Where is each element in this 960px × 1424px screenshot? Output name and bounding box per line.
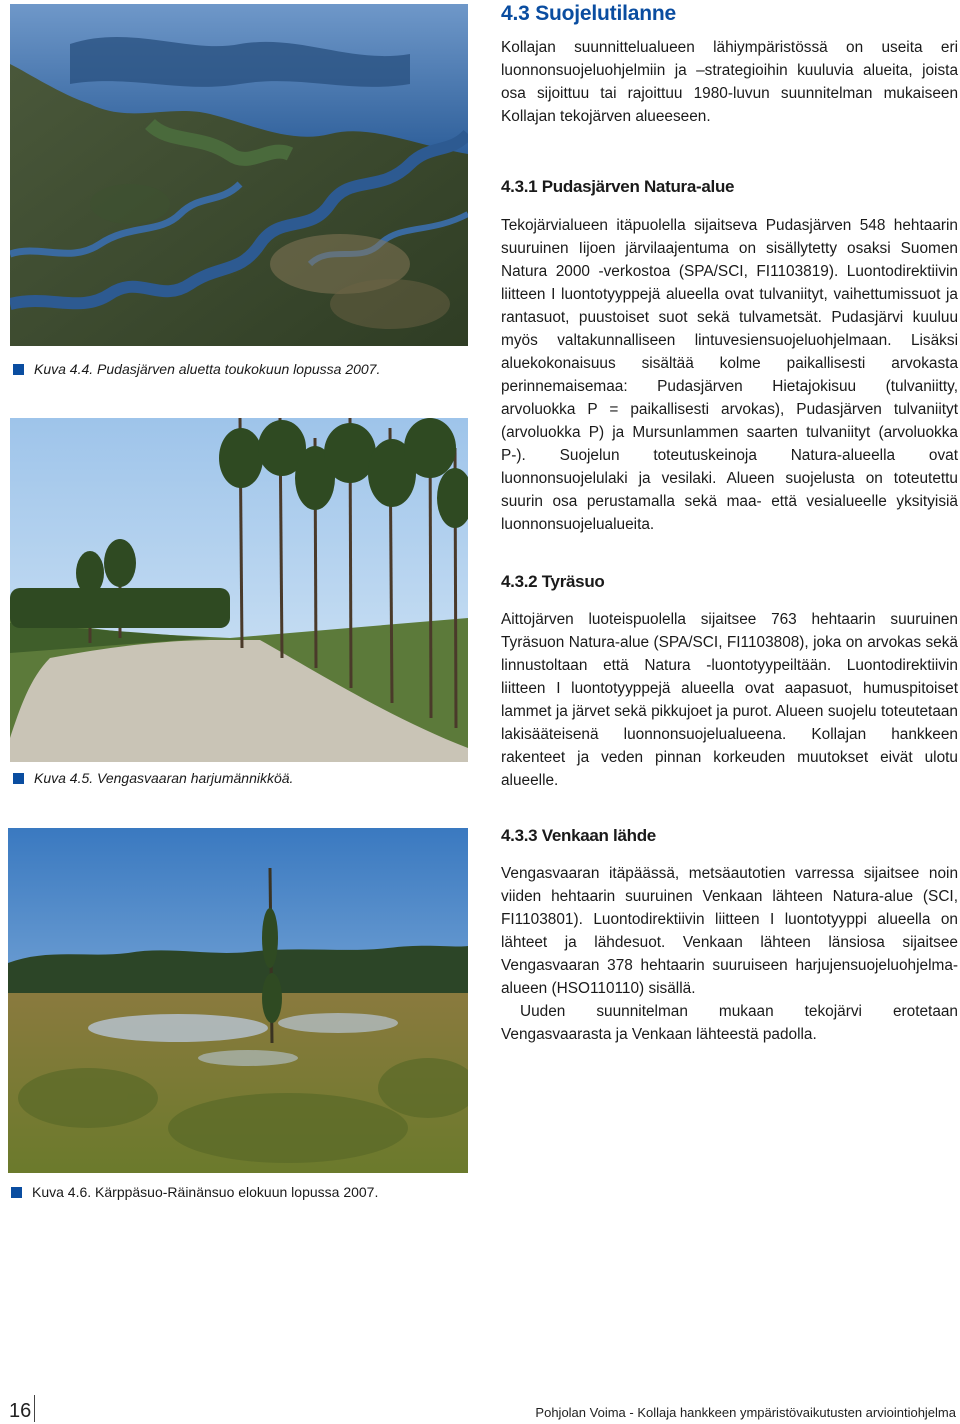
paragraph-4-3-3: Vengasvaaran itäpäässä, metsäautotien varressa sijaitsee noin viiden hehtaarin suuruinen Venkaan lähteen Natura-alue (SCI, FI1103801). Luontodirektiivin liitteen I luontotyyppi alueella on lähteet ja lähdesuot. Venkaan lähteen länsiosa sijaitsee Vengasvaaran 378 hehtaarin suuruiseen harjujensuojeluohjelma-alueen (HSO110110) sisällä. [501,865,958,997]
bog-photo [8,828,468,1173]
caption-text: Kuva 4.6. Kärppäsuo-Räinänsuo elokuun lopussa 2007. [32,1184,379,1200]
figure-caption-4-6 [11,1184,378,1200]
paragraph-4-3-1: Tekojärvialueen itäpuolella sijaitseva Pudasjärven 548 hehtaarin suuruinen Iijoen järvilaajentuma on sisällytetty osaksi Suomen Natura 2000 -verkostoa (SPA/SCI, FI1103819). Luontodirektiivin liitteen I luontotyyppejä alueella ovat tulvaniityt, vaihettumissuot ja rantasuot, puustoiset suot sekä tulvametsät. Pudasjärvi kuuluu myös valtakunnalliseen lintuvesiensuojeluohjelmaan. Lisäksi aluekokonaisuus sisältää kolme paikallisesti arvokasta perinnemaisemaa: Pudasjärven Hietajokisuu (tulvaniitty, arvoluokka P = paikallisesti arvokas), Pudasjärven tulvaniityt (arvoluokka P) ja Mursunlammen saarten tulvaniityt (arvoluokka P-). Suojelun toteutuskeinoja Natura-alueella ovat luonnonsuojelulaki ja vesilaki. Alueen suojelusta on toteutettu suurin osa perustamalla sekä maa- että vesialueelle yksityisiä luonnonsuojelualueita. [501,217,958,533]
intro-paragraph: Kollajan suunnittelualueen lähiympäristössä on useita eri luonnonsuojeluohjelmiin ja –strategioihin kuuluvia alueita, joista osa sijoittuu tai rajoittuu 1980-luvun suunnitelman mukaiseen Kollajan tekojärven alueeseen. [501,39,958,125]
aerial-lake-photo [10,4,468,346]
figure-caption-4-4 [13,361,380,377]
pine-forest-road-photo [10,418,468,762]
square-bullet-icon [11,1187,22,1198]
paragraph-4-3-2: Aittojärven luoteispuolella sijaitsee 763 hehtaarin suuruinen Tyräsuon Natura-alue (SPA/SCI, FI1103808), joka on arvokas sekä linnustoltaan että Natura -luontotyypeiltään. Luontodirektiivin liitteen I luontotyyppejä alueella ovat aapasuot, humuspitoiset lammet ja järvet sekä pikkujoet ja purot. Alueen suojelu toteutetaan lakisääteisenä luonnonsuojelualueena. Kollajan hankkeen rakenteet ja veden pinnan korkeuden muutokset eivät ulotu alueelle. [501,611,958,789]
section-heading: 4.3 Suojelutilanne [501,2,676,25]
footer-publication: Pohjolan Voima - Kollaja hankkeen ympäristövaikutusten arviointiohjelma [535,1405,956,1420]
square-bullet-icon [13,773,24,784]
caption-text: Kuva 4.5. Vengasvaaran harjumännikköä. [34,770,294,786]
page-number: 16 [9,1400,32,1422]
subsection-heading-4-3-1: 4.3.1 Pudasjärven Natura-alue [501,177,735,196]
subsection-heading-4-3-2: 4.3.2 Tyräsuo [501,572,605,591]
caption-text: Kuva 4.4. Pudasjärven aluetta toukokuun lopussa 2007. [34,361,381,377]
footer-divider [34,1395,35,1422]
subsection-heading-4-3-3: 4.3.3 Venkaan lähde [501,826,656,845]
figure-caption-4-5 [13,770,293,786]
paragraph-4-3-3-b: Uuden suunnitelman mukaan tekojärvi erotetaan Vengasvaarasta ja Venkaan lähteestä padolla. [501,1003,958,1043]
square-bullet-icon [13,364,24,375]
